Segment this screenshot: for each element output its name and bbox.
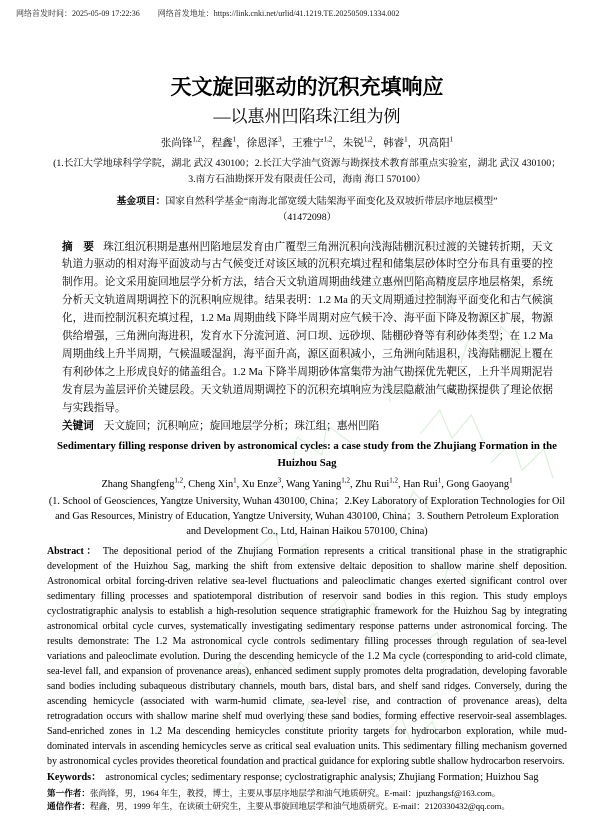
fund-text: 国家自然科学基金“南海北部宽缓大陆架海平面变化及双坡折带层序地层模型” xyxy=(165,195,498,207)
author-affiliation-sup: 1,2 xyxy=(192,135,202,143)
corresponding-author-label: 通信作者： xyxy=(47,800,90,811)
abstract-en xyxy=(47,544,567,769)
author-affiliation-sup: 1,2 xyxy=(174,476,184,485)
author-affiliation-sup: 3 xyxy=(278,135,282,143)
abstract-en-label: Abstract： xyxy=(47,545,99,557)
authors-cn-line xyxy=(47,132,567,151)
author-biography-footnotes xyxy=(47,787,567,813)
corresponding-author-text: 程鑫，男，1999 年生，在读硕士研究生，主要从事旋回地层学和油气地质研究。E-mail：2120330432@qq.com。 xyxy=(89,800,510,811)
author-separator: , xyxy=(441,478,447,490)
author-separator: ， xyxy=(332,137,343,149)
first-author-label: 第一作者： xyxy=(47,787,90,798)
publish-url-link[interactable]: https://link.cnki.net/urlid/41.1219.TE.20250509.1334.002 xyxy=(213,9,400,18)
author-name: Han Rui xyxy=(403,478,438,490)
author-name: Wang Yaning xyxy=(286,478,342,490)
affiliations-cn: (1.长江大学地球科学学院，湖北 武汉 430100；2.长江大学油气资源与勘探技术教育部重点实验室，湖北 武汉 430100；3.南方石油勘探开发有限责任公司，海南 海口 570100） xyxy=(53,157,561,185)
author-cn xyxy=(246,135,293,149)
keywords-en-text: astronomical cycles; sedimentary response; cyclostratigraphic analysis; Zhujiang Formation; Huizhou Sag xyxy=(105,771,539,783)
authors-en-line xyxy=(47,473,567,491)
author-cn xyxy=(292,135,343,149)
author-separator: ， xyxy=(201,137,212,149)
keywords-cn-text: 天文旋回；沉积响应；旋回地层学分析；珠江组；惠州凹陷 xyxy=(103,420,380,432)
keywords-cn-label: 关键词 xyxy=(62,419,94,432)
author-affiliation-sup: 1 xyxy=(233,476,237,485)
author-name: Xu Enze xyxy=(241,478,278,490)
author-affiliation-sup: 1 xyxy=(232,135,237,143)
publish-time-label: 网络首发时间： xyxy=(16,9,72,18)
publish-time-value: 2025-05-09 17:22:36 xyxy=(72,9,140,18)
author-affiliation-sup: 1,2 xyxy=(341,476,351,485)
affiliations-en: (1. School of Geosciences, Yangtze University, Wuhan 430100, China；2.Key Laboratory of Exploration Technologies for Oil and Gas Resources, Ministry of Education, Yangtze University, Wuhan 430100, China；3. Southern Petroleum Exploration and Development Co., Ltd, Hainan Haikou 570100, China) xyxy=(48,495,566,538)
author-name: Zhu Rui xyxy=(355,478,390,490)
author-name: Cheng Xin xyxy=(188,478,234,490)
author-separator: , xyxy=(183,478,189,490)
author-affiliation-sup: 1,2 xyxy=(389,476,398,485)
author-en xyxy=(355,476,404,490)
abstract-cn xyxy=(62,239,553,418)
author-separator: ， xyxy=(236,137,247,149)
online-first-header xyxy=(16,9,604,19)
author-en xyxy=(446,476,513,490)
keywords-en-label: Keywords： xyxy=(47,771,102,783)
author-name: 王雅宁 xyxy=(292,137,324,149)
author-affiliation-sup: 1,2 xyxy=(363,135,373,143)
author-name: Gong Gaoyang xyxy=(446,478,510,490)
paper-title-cn: 天文旋回驱动的沉积充填响应 xyxy=(170,76,444,99)
author-separator: , xyxy=(350,478,356,490)
author-separator: ， xyxy=(372,137,384,149)
author-en xyxy=(403,476,447,490)
author-cn xyxy=(160,135,212,149)
fund-label: 基金项目： xyxy=(116,195,166,207)
fund-project-line xyxy=(47,194,567,227)
publish-url-label: 网络首发地址： xyxy=(157,9,214,18)
author-name: 韩睿 xyxy=(383,137,405,149)
corresponding-author-note xyxy=(47,800,567,813)
fund-number: （41472098） xyxy=(277,212,337,223)
author-affiliation-sup: 1 xyxy=(449,135,454,143)
author-cn xyxy=(342,135,384,149)
keywords-cn xyxy=(62,418,553,436)
author-cn xyxy=(418,135,454,149)
author-name: 朱锐 xyxy=(342,137,364,149)
author-name: Zhang Shangfeng xyxy=(101,478,175,490)
author-separator: , xyxy=(281,478,287,490)
keywords-en xyxy=(47,770,567,785)
author-name: 徐恩泽 xyxy=(246,137,279,149)
abstract-cn-label: 摘 要 xyxy=(62,240,95,253)
author-en xyxy=(101,476,189,490)
abstract-cn-text: 珠江组沉积期是惠州凹陷地层发育由广覆型三角洲沉积向浅海陆棚沉积过渡的关键转折期，天文轨道力驱动的相对海平面波动与古气候变迁对该区域的沉积充填过程和储集层砂体时空分布具有重要的控制作用。论文采用旋回地层学分析方法，结合天文轨道周期曲线建立惠州凹陷高精度层序地层格架，系统分析天文轨道周期调控下的沉积响应规律。结果表明：1.2 Ma 的天文周期通过控制海平面变化和古气候演化，进而控制沉积充填过程，1.2 Ma 周期曲线下降半周期对应气候干冷、海平面下降及物源区扩展，物源供给增强，三角洲向海进积，发育水下分流河道、河口坝、远砂坝、陆棚砂脊等有利砂体类型；在 1.2 Ma 周期曲线上升半周期，气候温暖湿润，海平面升高，源区面积减小，三角洲向陆退积，浅海陆棚泥上覆在有利砂体之上形成良好的储盖组合。1.2 Ma 下降半周期砂体富集带为油气勘探优先靶区，上升半周期泥岩发育层为盖层评价关键层段。天文轨道周期调控下的沉积充填响应为浅层隐蔽油气藏勘探提供了理论依据与实践指导。 xyxy=(62,241,554,414)
author-name: 巩高阳 xyxy=(418,137,450,149)
author-cn xyxy=(383,135,419,149)
author-separator: , xyxy=(236,478,242,490)
author-name: 程鑫 xyxy=(211,137,233,149)
author-affiliation-sup: 1,2 xyxy=(323,135,333,143)
paper-subtitle-cn: —以惠州凹陷珠江组为例 xyxy=(213,107,401,126)
author-separator: , xyxy=(398,478,404,490)
author-en xyxy=(286,476,356,490)
paper-title-en: Sedimentary filling response driven by astronomical cycles: a case study from the Zhujiang Formation in the Huizhou Sag xyxy=(57,440,557,469)
author-affiliation-sup: 3 xyxy=(277,476,282,485)
abstract-en-text: The depositional period of the Zhujiang Formation represents a critical transitional phase in the stratigraphic development of the Huizhou Sag, marking the shift from extensive deltaic deposition to shallow marine shelf deposition. Astronomical orbital forcing-driven relative sea-level fluctuations and paleoclimatic changes exerted significant control over sedimentary filling processes and spatiotemporal distribution of reservoir sand bodies in this region. This study employs cyclostratigraphic analysis to establish a high-resolution sequence stratigraphic framework for the Huizhou Sag by integrating astronomical orbital cycle curves, systematically investigating sedimentary response patterns under astronomical forcing. The results demonstrate: The 1.2 Ma astronomical cycle controls sedimentary filling processes through regulation of sea-level variations and paleoclimate evolution. During the descending hemicycle of the 1.2 Ma cycle (corresponding to arid-cold climate, sea-level fall, and expansion of provenance areas), enhanced sediment supply promotes delta progradation, developing favorable sand bodies including subaqueous distributary channels, mouth bars, distal bars, and shelf sand ridges. Conversely, during the ascending hemicycle (associated with warm-humid climate, sea-level rise, and contraction of provenance areas), delta retrogradation occurs with shallow marine shelf mud overlying these sand bodies, forming effective reservoir-seal assemblages. Sand-enriched zones in 1.2 Ma descending hemicycles constitute priority targets for hydrocarbon exploration, while mud-dominated intervals in ascending hemicycles serve as critical seal evaluation units. This sedimentary filling mechanism governed by astronomical cycles provides theoretical foundation and practical guidance for exploring subtle shallow hydrocarbon reservoirs. xyxy=(47,545,567,767)
first-author-text: 张尚锋，男，1964 年生，教授，博士，主要从事层序地层学和油气地质研究。E-mail：jpuzhangsf@163.com。 xyxy=(89,787,501,798)
author-name: 张尚锋 xyxy=(160,137,193,149)
author-affiliation-sup: 1 xyxy=(404,135,408,143)
author-en xyxy=(241,476,287,490)
author-affiliation-sup: 1 xyxy=(437,476,442,485)
paper-content xyxy=(0,74,614,813)
author-affiliation-sup: 1 xyxy=(509,476,513,485)
author-separator: ， xyxy=(407,137,419,149)
author-en xyxy=(188,476,242,490)
author-cn xyxy=(211,135,247,149)
author-separator: ， xyxy=(281,137,293,149)
first-author-note xyxy=(47,787,567,800)
